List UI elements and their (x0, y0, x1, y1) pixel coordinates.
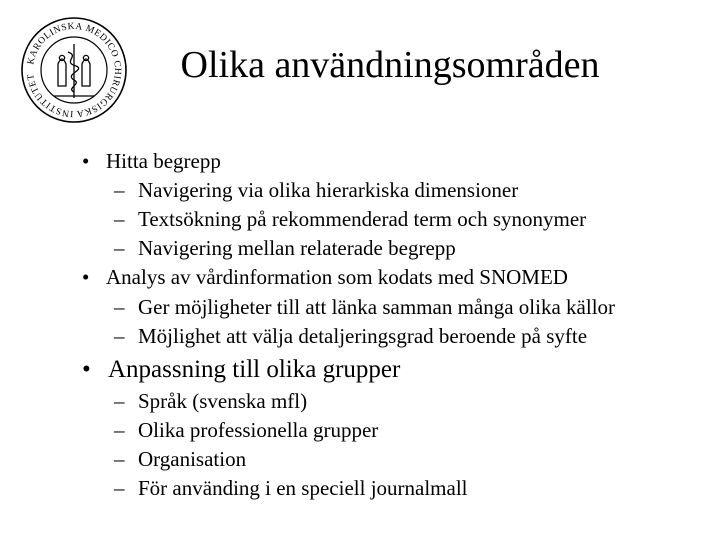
sub-bullet-item (114, 417, 378, 443)
bullet-item (82, 148, 221, 174)
dash-marker: – (114, 447, 125, 471)
bullet-text: Analys av vårdinformation som kodats med SNOMED (106, 265, 568, 289)
sub-bullet-item (114, 177, 518, 203)
bullet-marker: • (82, 149, 90, 173)
slide-title: Olika användningsområden (180, 44, 600, 86)
sub-bullet-text: Textsökning på rekommenderad term och synonymer (138, 207, 587, 231)
bullet-marker: • (82, 356, 91, 383)
dash-marker: – (114, 476, 125, 500)
bullet-item (82, 264, 568, 290)
bullet-text: Anpassning till olika grupper (108, 356, 401, 383)
dash-marker: – (114, 324, 125, 348)
sub-bullet-text: Organisation (138, 447, 247, 471)
sub-bullet-text: Navigering via olika hierarkiska dimensioner (138, 178, 519, 202)
sub-bullet-text: Ger möjligheter till att länka samman många olika källor (138, 295, 616, 319)
bullet-marker: • (82, 265, 90, 289)
bullet-item (82, 355, 400, 385)
sub-bullet-item (114, 323, 587, 349)
dash-marker: – (114, 207, 125, 231)
sub-bullet-text: Olika professionella grupper (138, 418, 379, 442)
sub-bullet-item (114, 235, 456, 261)
dash-marker: – (114, 389, 125, 413)
sub-bullet-item (114, 475, 468, 501)
svg-text:KAROLINSKA MEDICO CHIRURGISKA: KAROLINSKA MEDICO CHIRURGISKA INSTITUTET (26, 21, 123, 119)
sub-bullet-item (114, 446, 246, 472)
sub-bullet-text: Språk (svenska mfl) (138, 389, 308, 413)
bullet-text: Hitta begrepp (106, 149, 221, 173)
sub-bullet-item (114, 294, 615, 320)
sub-bullet-text: För använding i en speciell journalmall (138, 476, 468, 500)
dash-marker: – (114, 418, 125, 442)
sub-bullet-text: Möjlighet att välja detaljeringsgrad beroende på syfte (138, 324, 588, 348)
sub-bullet-text: Navigering mellan relaterade begrepp (138, 236, 456, 260)
dash-marker: – (114, 178, 125, 202)
sub-bullet-item (114, 206, 586, 232)
dash-marker: – (114, 295, 125, 319)
dash-marker: – (114, 236, 125, 260)
sub-bullet-item (114, 388, 307, 414)
